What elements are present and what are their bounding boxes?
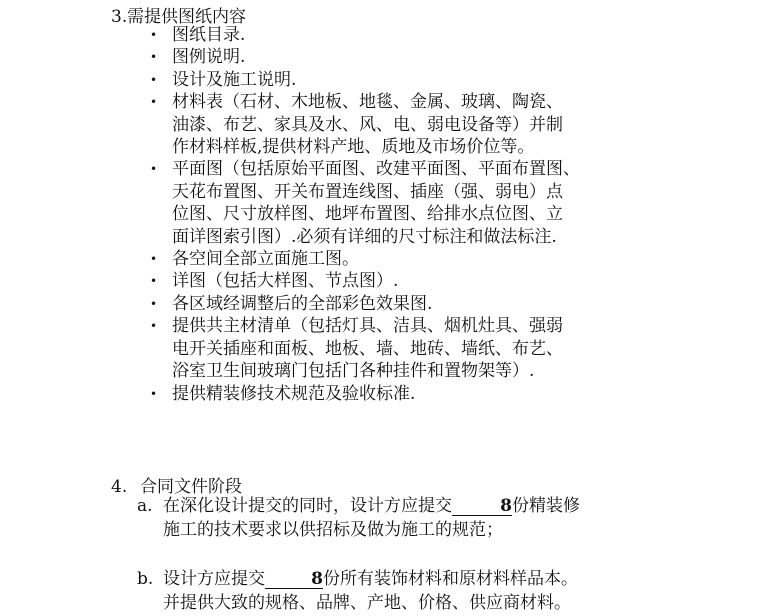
section-3-number: 3. <box>111 7 128 27</box>
list-item-line: 提供精装修技术规范及验收标准. <box>172 383 416 404</box>
list-item-line: 提供共主材清单（包括灯具、洁具、烟机灶具、强弱 <box>172 316 563 337</box>
bullet-icon: • <box>150 252 158 267</box>
section-4-item-a <box>137 494 697 542</box>
item-b-text-before: 设计方应提交 <box>163 569 265 589</box>
list-item-text <box>172 46 662 68</box>
list-item-text <box>172 158 662 248</box>
bullet-icon: • <box>150 296 158 311</box>
list-item <box>150 315 710 382</box>
bullet-icon: • <box>150 319 158 334</box>
item-a-text-before: 在深化设计提交的同时，设计方应提交 <box>163 496 452 516</box>
list-item <box>150 24 710 46</box>
list-item-text <box>172 91 662 158</box>
list-item-text <box>172 383 662 405</box>
list-item-line: 油漆、布艺、家具及水、风、电、弱电设备等）并制 <box>172 114 563 135</box>
item-b-letter: b. <box>137 569 154 589</box>
item-b-line-1 <box>163 567 697 591</box>
bullet-icon: • <box>150 28 158 42</box>
list-item-line: 设计及施工说明. <box>172 69 297 90</box>
list-item-line: 电开关插座和面板、地板、墙、地砖、墙纸、布艺、 <box>172 338 563 359</box>
bullet-icon: • <box>150 95 158 110</box>
list-item <box>150 383 710 405</box>
list-item-line: 详图（包括大样图、节点图）. <box>172 271 399 292</box>
bullet-icon: • <box>150 386 158 401</box>
list-item <box>150 248 710 270</box>
list-item-text <box>172 24 662 46</box>
section-4-title: 合同文件阶段 <box>140 477 242 497</box>
list-item <box>150 158 710 248</box>
list-item-text <box>172 270 662 292</box>
list-item-line: 图例说明. <box>172 47 246 68</box>
list-item-text <box>172 248 662 270</box>
list-item <box>150 91 710 158</box>
item-a-line-2: 施工的技术要求以供招标及做为施工的规范； <box>163 520 503 540</box>
list-item-line: 天花布置图、开关布置连线图、插座（强、弱电）点 <box>172 181 563 202</box>
item-a-copies-blank: 8 <box>452 497 512 516</box>
section-3-title: 需提供图纸内容 <box>127 7 246 27</box>
list-item-text <box>172 69 662 91</box>
item-b-copies-blank: 8 <box>265 570 323 589</box>
list-item-line: 图纸目录. <box>172 25 246 45</box>
bullet-icon: • <box>150 50 158 65</box>
list-item-text <box>172 315 662 382</box>
list-item <box>150 293 710 315</box>
list-item <box>150 46 710 68</box>
bullet-icon: • <box>150 274 158 289</box>
section-4-item-b <box>137 567 697 615</box>
list-item-line: 各空间全部立面施工图。 <box>172 249 359 270</box>
list-item-line: 面详图索引图）.必须有详细的尺寸标注和做法标注. <box>172 226 557 247</box>
section-4-number: 4. <box>111 477 128 497</box>
item-a-letter: a. <box>137 496 153 516</box>
list-item-line: 材料表（石材、木地板、地毯、金属、玻璃、陶瓷、 <box>172 92 563 113</box>
list-item-line: 平面图（包括原始平面图、改建平面图、平面布置图、 <box>172 159 580 180</box>
list-item <box>150 270 710 292</box>
list-item-line: 作材料样板,提供材料产地、质地及市场价位等。 <box>172 137 535 158</box>
bullet-icon: • <box>150 162 158 177</box>
bullet-icon: • <box>150 72 158 87</box>
item-b-line-2: 并提供大致的规格、品牌、产地、价格、供应商材料。 <box>163 593 571 613</box>
list-item-text <box>172 293 662 315</box>
drawing-requirements-list <box>150 24 710 405</box>
list-item-line: 浴室卫生间玻璃门包括门各种挂件和置物架等）. <box>172 361 535 382</box>
list-item-line: 各区域经调整后的全部彩色效果图. <box>172 293 433 314</box>
item-a-line-1 <box>163 494 697 518</box>
item-b-text-after: 份所有装饰材料和原材料样品本。 <box>323 569 578 589</box>
item-a-text-after: 份精装修 <box>512 496 580 516</box>
list-item-line: 位图、尺寸放样图、地坪布置图、给排水点位图、立 <box>172 204 563 225</box>
list-item <box>150 69 710 91</box>
